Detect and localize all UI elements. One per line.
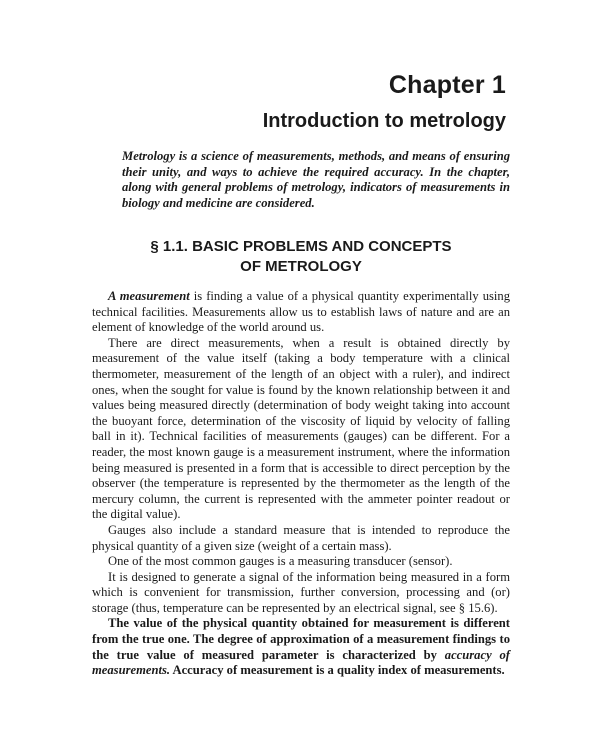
chapter-number: Chapter 1 [388, 71, 506, 99]
paragraph-accuracy [92, 616, 510, 678]
section-heading-line-1: § 1.1. BASIC PROBLEMS AND CONCEPTS [150, 238, 452, 255]
body-text [92, 289, 510, 679]
paragraph-transducer: One of the most common gauges is a measuring transducer (sensor). [108, 554, 453, 569]
document-page [92, 0, 510, 750]
chapter-abstract: Metrology is a science of measurements, methods, and means of ensuring their unity, and ways to achieve the required accuracy. In the chapter, along with general problems of metrology, indicators of measurements in biology and medicine are considered. [122, 149, 510, 210]
paragraph-standard-measure: Gauges also include a standard measure that is intended to reproduce the physical quantity of a given size (weight of a certain mass). [92, 522, 510, 553]
paragraph-signal: It is designed to generate a signal of the information being measured in a form which is convenient for transmission, further conversion, processing and (or) storage (thus, temperature can be represented by an electrical signal, see § 15.6). [92, 569, 510, 615]
section-heading [92, 237, 510, 277]
paragraph-direct-indirect: There are direct measurements, when a result is obtained directly by measurement of the value itself (taking a body temperature with a clinical thermometer, measurement of the length of an object with a ruler), and indirect ones, when the sought for value is found by the known relationship between it and values being measured directly (determination of body weight taking into account the buoyant force, determination of the viscosity of liquid by velocity of falling ball in it). Technical facilities of measurements (gauges) can be different. For a reader, the most known gauge is a measurement instrument, where the information being measured is presented in a form that is accessible to direct perception by the observer (the temperature is represented by the thermometer as the length of the mercury column, the current is represented with the ammeter pointer readout or the digital value). [92, 335, 510, 522]
section-heading-line-2: OF METROLOGY [240, 258, 362, 275]
paragraph-text: The value of the physical quantity obtained for measurement is different from the true one. The degree of approximation of a measurement findings to the true value of measured parameter is characterized by [92, 616, 510, 662]
chapter-title: Introduction to metrology [262, 110, 506, 132]
paragraph-text: Accuracy of measurement is a quality index of measurements. [170, 663, 505, 678]
paragraph-measurement-definition [92, 289, 510, 336]
term-accuracy: accuracy of measurements. [92, 647, 510, 678]
paragraph-text: is finding a value of a physical quantity experimentally using technical facilities. Measurements allow us to establish laws of nature and are an element of knowledge of the world around us. [92, 289, 510, 335]
term-measurement: A measurement [108, 289, 190, 303]
